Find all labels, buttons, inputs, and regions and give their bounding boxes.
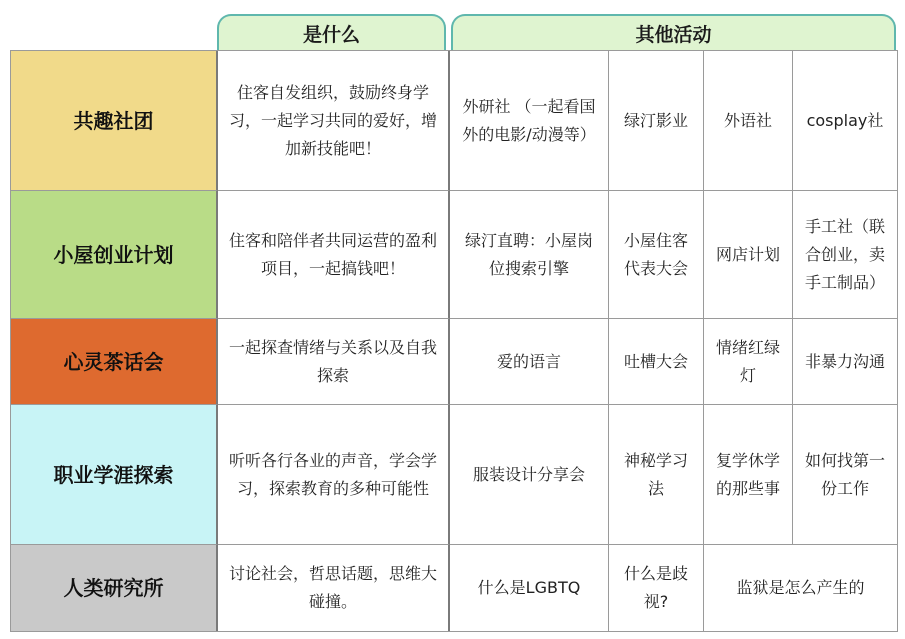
activity-cell: 如何找第一份工作 <box>793 405 897 545</box>
activity-cell: 吐槽大会 <box>609 319 704 405</box>
category-cell: 共趣社团 <box>11 51 218 191</box>
activity-cell: 服装设计分享会 <box>450 405 609 545</box>
activity-cell: 手工社（联合创业，卖手工制品） <box>793 191 897 319</box>
activity-cell: 外语社 <box>704 51 793 191</box>
header-other-activities: 其他活动 <box>451 14 896 50</box>
activity-cell: 情绪红绿灯 <box>704 319 793 405</box>
activity-cell: 网店计划 <box>704 191 793 319</box>
category-cell: 职业学涯探索 <box>11 405 218 545</box>
activity-cell: 绿汀影业 <box>609 51 704 191</box>
description-cell: 讨论社会，哲思话题，思维大碰撞。 <box>218 545 450 631</box>
description-cell: 住客和陪伴者共同运营的盈利项目，一起搞钱吧！ <box>218 191 450 319</box>
category-cell: 人类研究所 <box>11 545 218 631</box>
activity-cell: 神秘学习法 <box>609 405 704 545</box>
category-cell: 小屋创业计划 <box>11 191 218 319</box>
activity-cell: 什么是歧视? <box>609 545 704 631</box>
activity-cell: 爱的语言 <box>450 319 609 405</box>
description-cell: 一起探查情绪与关系以及自我探索 <box>218 319 450 405</box>
activity-cell: 监狱是怎么产生的 <box>736 578 865 597</box>
description-cell: 住客自发组织，鼓励终身学习，一起学习共同的爱好，增加新技能吧！ <box>218 51 450 191</box>
activity-cell: 绿汀直聘：小屋岗位搜索引擎 <box>450 191 609 319</box>
category-cell: 心灵茶话会 <box>11 319 218 405</box>
activity-cell: cosplay社 <box>793 51 897 191</box>
activity-table <box>10 50 898 632</box>
activity-cell: 什么是LGBTQ <box>450 545 609 631</box>
activity-cell: 非暴力沟通 <box>793 319 897 405</box>
activity-cell: 复学休学的那些事 <box>704 405 793 545</box>
description-cell: 听听各行各业的声音，学会学习，探索教育的多种可能性 <box>218 405 450 545</box>
header-what: 是什么 <box>217 14 446 50</box>
activity-cell: 小屋住客代表大会 <box>609 191 704 319</box>
activity-cell: 外研社 （一起看国外的电影/动漫等） <box>450 51 609 191</box>
